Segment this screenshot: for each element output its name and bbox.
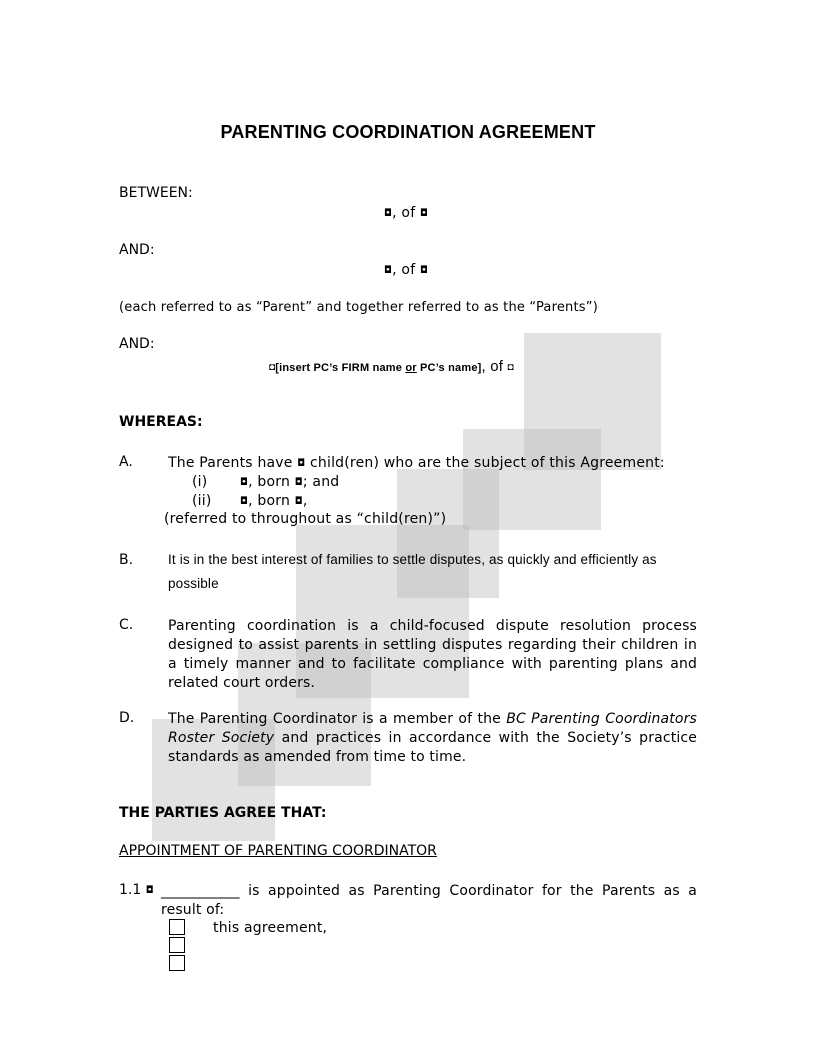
coordinator-name-blank[interactable]: ___________ (161, 883, 240, 899)
placeholder-marker: ◘ (269, 362, 276, 373)
child-born-text: , born (248, 474, 295, 490)
option-label: this agreement, (213, 920, 328, 936)
recital-d-society-name: BC Parenting Coordinators Roster Society (168, 711, 697, 746)
child-numeral: (ii) (192, 493, 212, 509)
placeholder-marker: ◘ (240, 496, 249, 507)
recital-a-text-after: child(ren) who are the subject of this Agreement: (305, 455, 665, 471)
placeholder-marker: ◘ (297, 458, 306, 469)
between-label: BETWEEN: (119, 185, 193, 201)
parents-note: (each referred to as “Parent” and together referred to as the “Parents”) (119, 300, 598, 315)
pc-insert-or: or (405, 362, 417, 374)
recital-c-text: Parenting coordination is a child-focused dispute resolution process designed to assist parents in settling disputes regarding their children in a timely manner and to facilitate compliance with parenting plans and related court orders. (168, 618, 697, 691)
placeholder-marker: ◘ (294, 477, 303, 488)
child-numeral: (i) (192, 474, 208, 490)
option-checkbox[interactable] (169, 955, 185, 971)
child-line (240, 492, 308, 511)
recital-a-text-before: The Parents have (168, 455, 298, 471)
whereas-heading: WHEREAS: (119, 414, 203, 430)
party-of-text: , of (392, 262, 420, 278)
appointment-heading: APPOINTMENT OF PARENTING COORDINATOR (119, 843, 437, 859)
recital-d-text-before: The Parenting Coordinator is a member of the (168, 711, 507, 727)
party-of-text: , of (392, 205, 420, 221)
between-party-line (384, 204, 428, 223)
clause-number (119, 882, 154, 898)
recital-b-text: It is in the best interest of families to settle disputes, as quickly and efficiently as possible (168, 552, 657, 591)
recital-a-referred: (referred to throughout as “child(ren)”) (164, 511, 447, 527)
placeholder-marker: ◘ (419, 265, 429, 276)
page-title: PARENTING COORDINATION AGREEMENT (220, 122, 596, 142)
placeholder-marker: ◘ (384, 265, 393, 276)
recital-a-letter: A. (119, 454, 133, 470)
option-checkbox[interactable] (169, 937, 185, 953)
clause-1-1-text (161, 882, 697, 920)
clause-number-text: 1.1 (119, 882, 142, 898)
and-party-line (384, 261, 428, 280)
recital-c-letter: C. (119, 617, 134, 633)
recital-d-text (168, 710, 697, 767)
parties-agree-heading: THE PARTIES AGREE THAT: (119, 805, 327, 821)
pc-insert-prefix: [insert PC’s FIRM name (275, 362, 406, 374)
placeholder-marker: ◘ (507, 362, 514, 373)
placeholder-marker: ◘ (145, 885, 154, 896)
recital-b-letter: B. (119, 552, 134, 568)
placeholder-marker: ◘ (240, 477, 249, 488)
option-checkbox[interactable] (169, 919, 185, 935)
placeholder-marker: ◘ (419, 208, 429, 219)
recital-d-text-after: and practices in accordance with the Society’s practice standards as amended from time to time. (168, 730, 697, 765)
child-end-text: ; and (302, 474, 340, 490)
placeholder-marker: ◘ (384, 208, 393, 219)
pc-of-text: , of (481, 358, 508, 375)
child-born-text: , born (248, 493, 295, 509)
child-end-text: , (302, 493, 308, 509)
pc-party-line (269, 357, 514, 378)
and-label-second: AND: (119, 336, 155, 352)
recital-a-text (168, 454, 665, 473)
placeholder-marker: ◘ (294, 496, 303, 507)
and-label-first: AND: (119, 242, 155, 258)
child-line (240, 473, 339, 492)
pc-insert-suffix: PC’s name] (416, 362, 482, 374)
recital-d-letter: D. (119, 710, 135, 726)
clause-1-1-body: is appointed as Parenting Coordinator for the Parents as a result of: (161, 883, 697, 918)
